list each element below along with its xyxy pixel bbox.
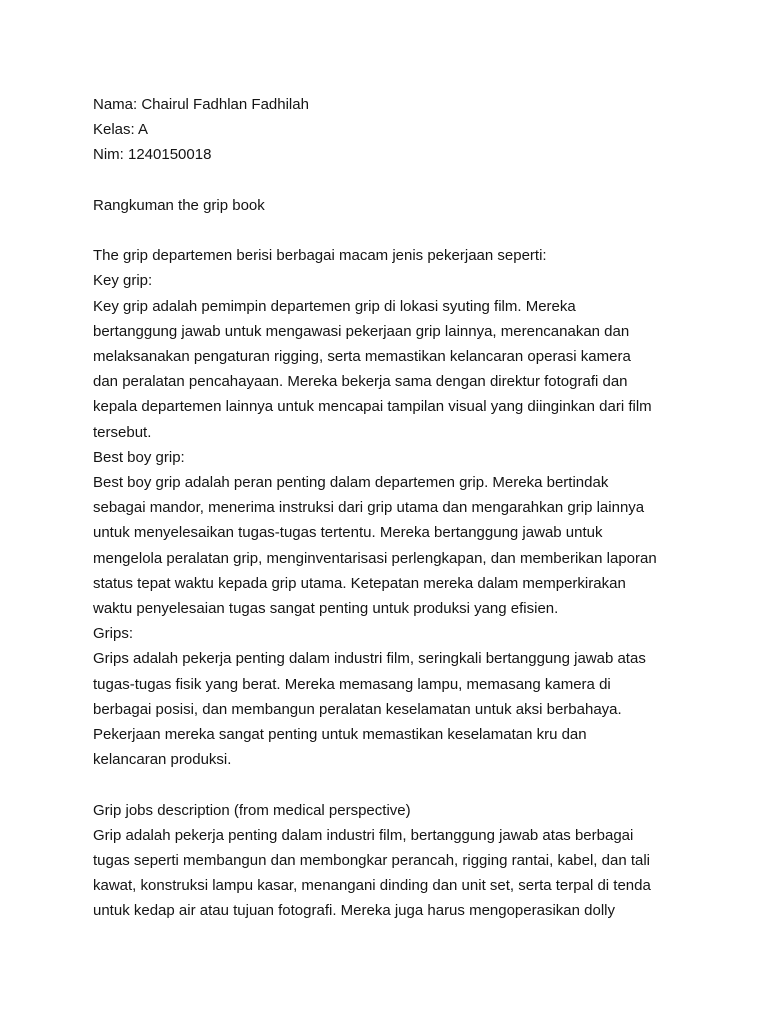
key-grip-line: kepala departemen lainnya untuk mencapai tampilan visual yang diinginkan dari film [93,398,652,416]
best-boy-grip-line: status tepat waktu kepada grip utama. Ketepatan mereka dalam memperkirakan [93,574,626,592]
grip-jobs-line: Grip adalah pekerja penting dalam industri film, bertanggung jawab atas berbagai [93,826,634,844]
grip-jobs-line: kawat, konstruksi lampu kasar, menangani dinding dan unit set, serta terpal di tenda [93,877,651,895]
key-grip-line: bertanggung jawab untuk mengawasi pekerjaan grip lainnya, merencanakan dan [93,322,630,340]
section-heading-grips: Grips: [93,625,134,643]
grips-line: kelancaran produksi. [93,751,232,769]
key-grip-line: Key grip adalah pemimpin departemen grip di lokasi syuting film. Mereka [93,297,576,315]
grips-line: berbagai posisi, dan membangun peralatan keselamatan untuk aksi berbahaya. [93,700,622,718]
grip-jobs-line: untuk kedap air atau tujuan fotografi. Mereka juga harus mengoperasikan dolly [93,902,615,920]
grips-line: Pekerjaan mereka sangat penting untuk memastikan keselamatan kru dan [93,726,587,744]
student-name: Nama: Chairul Fadhlan Fadhilah [93,96,309,113]
section-heading-best-boy-grip: Best boy grip: [93,448,185,466]
key-grip-line: dan peralatan pencahayaan. Mereka bekerja sama dengan direktur fotografi dan [93,373,628,391]
best-boy-grip-line: mengelola peralatan grip, menginventarisasi perlengkapan, dan memberikan laporan [93,549,657,567]
key-grip-line: tersebut. [93,423,152,441]
grips-line: tugas-tugas fisik yang berat. Mereka memasang lampu, memasang kamera di [93,675,611,693]
best-boy-grip-line: untuk menyelesaikan tugas-tugas tertentu. Mereka bertanggung jawab untuk [93,524,603,542]
best-boy-grip-line: sebagai mandor, menerima instruksi dari grip utama dan mengarahkan grip lainnya [93,499,645,517]
spacer [93,168,708,193]
section-heading-key-grip: Key grip: [93,272,153,290]
document-title: Rangkuman the grip book [93,196,265,214]
student-class: Kelas: A [93,121,149,139]
spacer [93,772,708,797]
section-heading-grip-jobs: Grip jobs description (from medical perspective) [93,801,411,819]
grips-line: Grips adalah pekerja penting dalam industri film, seringkali bertanggung jawab atas [93,650,646,668]
student-nim: Nim: 1240150018 [93,146,212,164]
intro-text: The grip departemen berisi berbagai macam jenis pekerjaan seperti: [93,247,547,265]
spacer [93,218,708,243]
key-grip-line: melaksanakan pengaturan rigging, serta memastikan kelancaran operasi kamera [93,348,631,365]
best-boy-grip-line: Best boy grip adalah peran penting dalam departemen grip. Mereka bertindak [93,474,609,492]
best-boy-grip-line: waktu penyelesaian tugas sangat penting untuk produksi yang efisien. [93,600,559,618]
grip-jobs-line: tugas seperti membangun dan membongkar perancah, rigging rantai, kabel, dan tali [93,852,651,870]
